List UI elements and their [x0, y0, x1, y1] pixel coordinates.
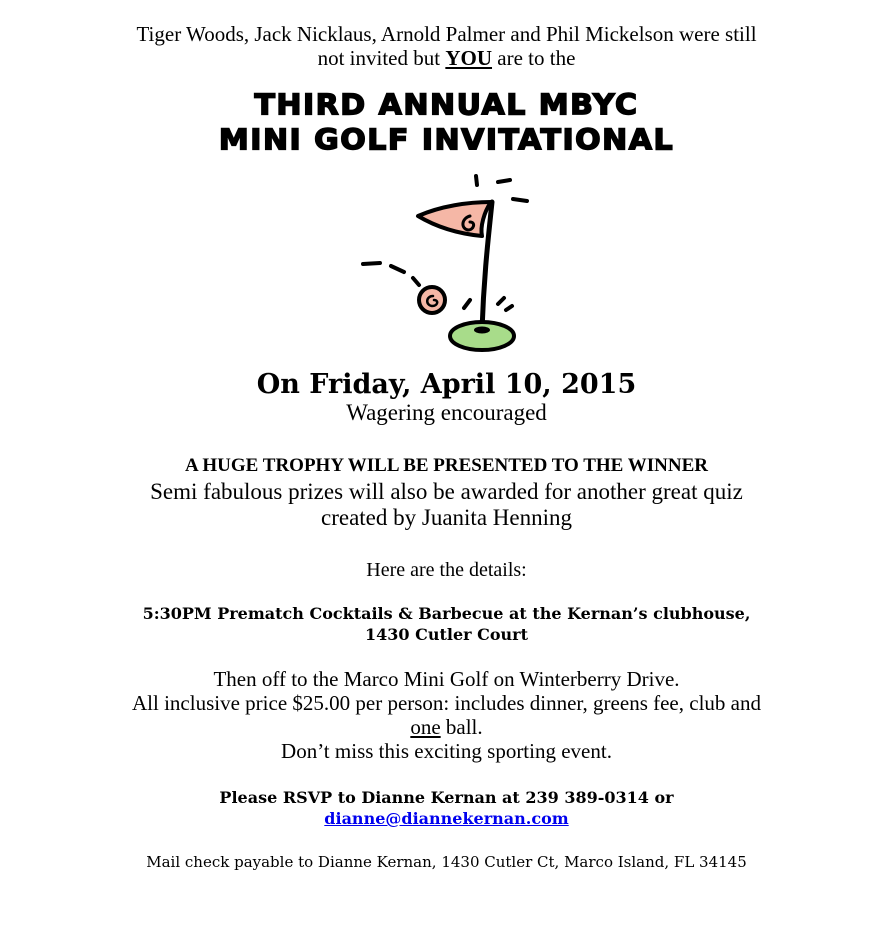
rsvp-email-link[interactable]: dianne@diannekernan.com — [324, 809, 569, 828]
prizes-line-1: Semi fabulous prizes will also be awarded for another great quiz — [150, 479, 743, 504]
event-title — [0, 88, 893, 158]
motion-mark — [498, 298, 504, 304]
closing-line: Don’t miss this exciting sporting event. — [281, 739, 612, 763]
trajectory-mark — [413, 278, 419, 285]
rsvp-block — [0, 787, 893, 829]
prizes-text — [0, 479, 893, 531]
sparkle-mark — [476, 176, 477, 185]
intro-line-2-prefix: not invited but — [317, 46, 446, 70]
intro-text — [0, 22, 893, 70]
trajectory-mark — [363, 263, 380, 264]
sparkle-mark — [498, 180, 510, 182]
event-tagline: Wagering encouraged — [346, 400, 547, 425]
price-line-2 — [0, 715, 893, 739]
intro-line-2-suffix: are to the — [492, 46, 576, 70]
title-line-2: MINI GOLF INVITATIONAL — [218, 123, 675, 158]
motion-mark — [464, 300, 470, 308]
prizes-line-2: created by Juanita Henning — [321, 505, 572, 530]
golf-ball — [419, 287, 445, 313]
flag-shape — [418, 202, 491, 236]
intro-emphasis-you: YOU — [445, 46, 493, 70]
putting-green — [450, 322, 514, 350]
details-heading: Here are the details: — [366, 559, 527, 581]
title-line-1: THIRD ANNUAL MBYC — [254, 88, 639, 123]
intro-line-2 — [0, 46, 893, 70]
price-line-2-suffix: ball. — [440, 715, 483, 739]
event-date: On Friday, April 10, 2015 — [256, 369, 637, 400]
trophy-announcement: A HUGE TROPHY WILL BE PRESENTED TO THE WINNER — [184, 455, 708, 476]
rsvp-text: Please RSVP to Dianne Kernan at 239 389-0314 or — [219, 788, 674, 807]
price-emphasis-one: one — [410, 715, 441, 739]
intro-line-1: Tiger Woods, Jack Nicklaus, Arnold Palmer and Phil Mickelson were still — [136, 22, 757, 46]
cocktails-line-2: 1430 Cutler Court — [365, 625, 528, 644]
minigolf-details — [0, 667, 893, 763]
trajectory-mark — [391, 266, 404, 272]
sparkle-mark — [513, 199, 527, 201]
golf-hole — [474, 327, 490, 334]
rsvp-email-line — [0, 808, 893, 829]
motion-mark — [506, 306, 512, 310]
price-line-1: All inclusive price $25.00 per person: includes dinner, greens fee, club and — [132, 691, 761, 715]
golf-location-line: Then off to the Marco Mini Golf on Winterberry Drive. — [213, 667, 680, 691]
golf-flag-icon — [356, 172, 536, 357]
cocktails-line-1: 5:30PM Prematch Cocktails & Barbecue at the Kernan’s clubhouse, — [142, 604, 751, 623]
cocktails-details — [0, 603, 893, 645]
mail-instructions: Mail check payable to Dianne Kernan, 1430 Cutler Ct, Marco Island, FL 34145 — [146, 853, 747, 871]
